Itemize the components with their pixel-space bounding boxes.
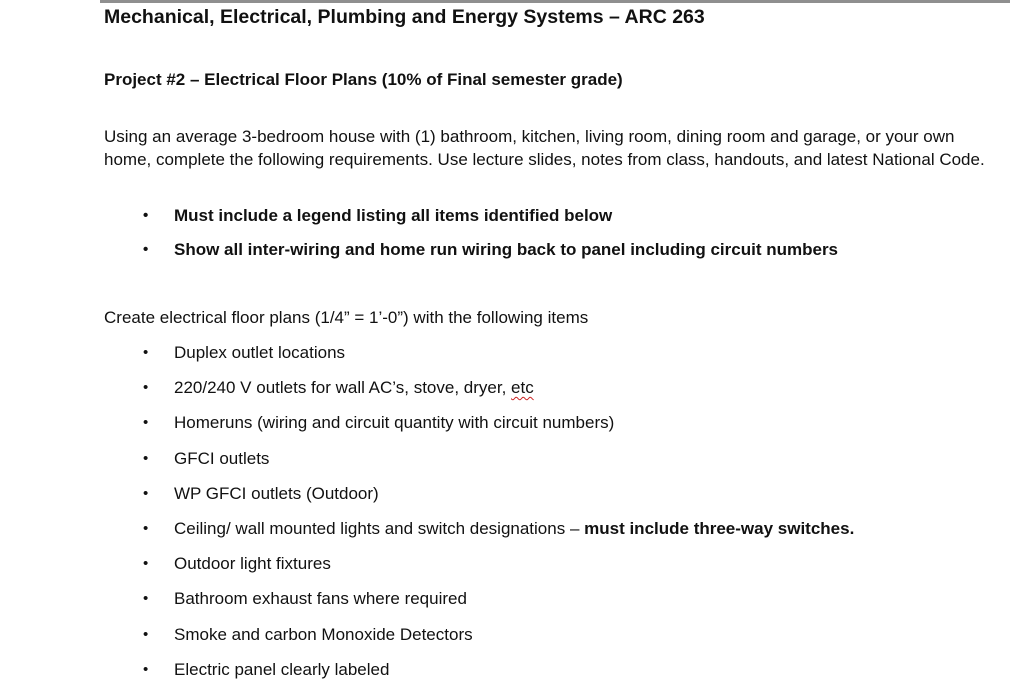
floor-plan-intro: Create electrical floor plans (1/4” = 1’-0”) with the following items (104, 308, 589, 327)
item-text: Electric panel clearly labeled (174, 659, 390, 679)
bullet-icon: • (143, 207, 149, 224)
list-item-240v-outlets (104, 377, 1004, 412)
list-item-wp-gfci (104, 483, 1004, 518)
bullet-icon: • (143, 379, 149, 397)
requirement-item (104, 205, 1004, 239)
bullet-icon: • (143, 519, 149, 537)
bullet-icon: • (143, 484, 149, 502)
project-subtitle: Project #2 – Electrical Floor Plans (10% of Final semester grade) (104, 70, 623, 89)
item-emphasis-text: must include three-way switches. (584, 518, 855, 538)
list-item-lights-switches (104, 518, 1004, 553)
item-text: Outdoor light fixtures (174, 554, 331, 574)
item-text: Homeruns (wiring and circuit quantity with circuit numbers) (174, 413, 615, 433)
item-text: GFCI outlets (174, 448, 270, 468)
list-item-homeruns (104, 412, 1004, 447)
item-text: Duplex outlet locations (174, 343, 346, 362)
list-item-outdoor-lights (104, 553, 1004, 588)
list-item-gfci (104, 448, 1004, 483)
bullet-icon: • (143, 414, 149, 432)
bullet-icon: • (143, 555, 149, 573)
list-item-duplex-outlets (104, 342, 1004, 377)
bullet-icon: • (143, 660, 149, 678)
bullet-icon: • (143, 241, 149, 258)
bullet-icon: • (143, 590, 149, 608)
bullet-icon: • (143, 625, 149, 643)
item-text: WP GFCI outlets (Outdoor) (174, 483, 379, 503)
item-text: Ceiling/ wall mounted lights and switch designations – (174, 518, 585, 538)
item-text: Smoke and carbon Monoxide Detectors (174, 624, 473, 644)
spellcheck-flagged-word: etc (511, 378, 534, 398)
bullet-icon: • (143, 344, 149, 361)
floor-plan-items-list (104, 342, 1004, 694)
bullet-icon: • (143, 449, 149, 467)
requirement-item (104, 239, 1004, 273)
requirements-list (104, 205, 1004, 273)
requirement-text: Show all inter-wiring and home run wiring back to panel including circuit numbers (174, 240, 839, 259)
intro-paragraph: Using an average 3-bedroom house with (1) bathroom, kitchen, living room, dining room and garage, or your own home, complete the following requirements. Use lecture slides, notes from class, handouts, and latest National Code. (104, 127, 985, 169)
item-text: 220/240 V outlets for wall AC’s, stove, dryer, (174, 378, 512, 398)
requirement-text: Must include a legend listing all items identified below (174, 206, 613, 225)
top-border-rule (100, 0, 1010, 3)
item-text: Bathroom exhaust fans where required (174, 589, 467, 609)
list-item-electric-panel (104, 659, 1004, 694)
document-title: Mechanical, Electrical, Plumbing and Energy Systems – ARC 263 (104, 6, 705, 28)
list-item-exhaust-fans (104, 588, 1004, 623)
list-item-detectors (104, 624, 1004, 659)
